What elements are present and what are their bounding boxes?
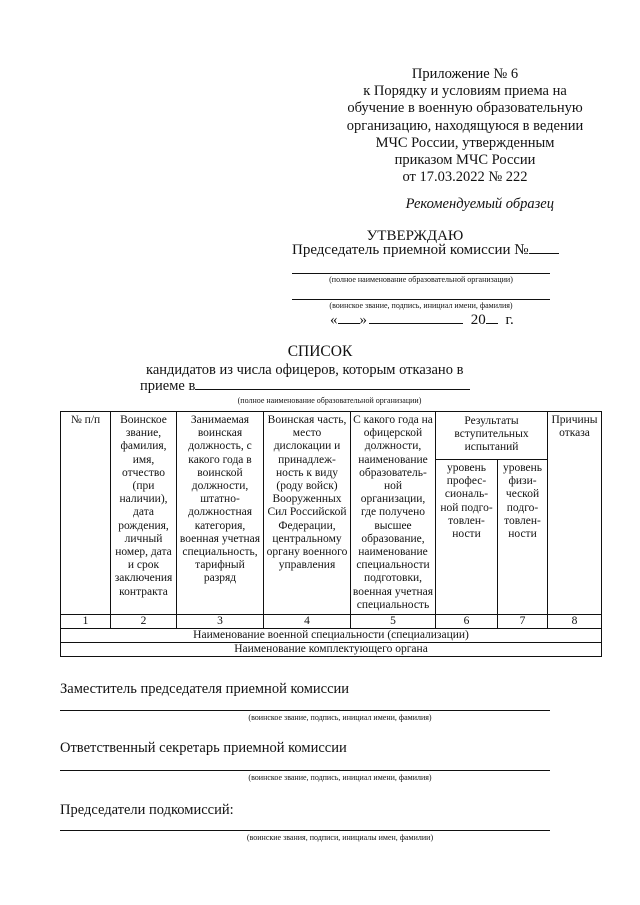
- signature-secretary-hint: (воинское звание, подпись, инициал имени, фамилия): [248, 773, 432, 782]
- header-line: приказом МЧС России: [394, 152, 536, 169]
- col-number: № п/п: [61, 412, 111, 615]
- header-line: МЧС России, утвержденным: [375, 134, 555, 151]
- header-line: к Порядку и условиям приема на: [363, 83, 567, 100]
- list-admission: [140, 378, 470, 395]
- signature-secretary-title: Ответственный секретарь приемной комиссии: [60, 740, 347, 756]
- date-quote-close: »: [359, 312, 367, 328]
- header-line: от 17.03.2022 № 222: [402, 169, 528, 186]
- col-physical-level: уровень физи-ческой подго-товлен-ности: [498, 460, 548, 615]
- org-hint: (полное наименование образовательной организации): [329, 275, 513, 284]
- header-line: обучение в военную образовательную: [347, 100, 583, 117]
- date-year-prefix: 20: [470, 312, 486, 328]
- signature-secretary-line: [60, 770, 550, 771]
- signature-subcommittee-line: [60, 830, 550, 831]
- signature-subcommittee-hint: (воинские звания, подписи, инициалы имен, фамилии): [246, 833, 434, 842]
- row-specialty: Наименование военной специальности (специализации): [61, 629, 602, 643]
- sign-hint: (воинское звание, подпись, инициал имени, фамилия): [329, 301, 513, 310]
- approval-title: УТВЕРЖДАЮ: [366, 228, 464, 244]
- header-line: организацию, находящуюся в ведении: [346, 117, 584, 134]
- table-row: [61, 629, 602, 643]
- sign-line: [292, 299, 550, 300]
- col-unit: Воинская часть, место дислокации и принадлеж-ность к виду (роду войск) Вооруженных Сил Российской Федерации, центральному органу военного управления: [264, 412, 351, 615]
- appendix-header: [300, 66, 630, 186]
- signature-deputy-title: Заместитель председателя приемной комиссии: [60, 681, 350, 697]
- col-professional-level: уровень профес-сиональ-ной подго-товлен-ности: [436, 460, 498, 615]
- col-position: Занимаемая воинская должность, с какого года в воинской должности, штатно-должностная категория, военная учетная специальность, тарифный разряд: [177, 412, 264, 615]
- admission-hint: (полное наименование образовательной организации): [237, 396, 422, 405]
- candidates-table: [60, 411, 602, 657]
- recommended-sample: Рекомендуемый образец: [405, 196, 554, 212]
- approval-chair-label: Председатель приемной комиссии №: [292, 242, 529, 258]
- column-index: 4: [264, 615, 351, 629]
- col-reasons: Причины отказа: [548, 412, 602, 615]
- date-quote-open: «: [330, 312, 338, 328]
- signature-deputy-hint: (воинское звание, подпись, инициал имени, фамилия): [248, 713, 432, 722]
- year-field: [486, 323, 498, 324]
- column-index: 2: [111, 615, 177, 629]
- signature-deputy-line: [60, 710, 550, 711]
- col-rank-name: Воинское звание, фамилия, имя, отчество (при наличии), дата рождения, личный номер, дата и срок заключения контракта: [111, 412, 177, 615]
- approval-chair: [292, 242, 559, 259]
- row-organ: Наименование комплектующего органа: [61, 643, 602, 657]
- col-results: Результаты вступительных испытаний: [436, 412, 548, 460]
- list-title: СПИСОК: [287, 343, 353, 360]
- column-index: 1: [61, 615, 111, 629]
- table-row: [61, 643, 602, 657]
- org-line: [292, 273, 550, 274]
- col-education: С какого года на офицерской должности, наименование образователь-ной организации, где получено высшее образование, наименование специальности подготовки, военная учетная специальность: [351, 412, 436, 615]
- column-index: 7: [498, 615, 548, 629]
- admission-label: приеме в: [140, 378, 196, 394]
- column-index: 5: [351, 615, 436, 629]
- list-subtitle: кандидатов из числа офицеров, которым отказано в: [146, 362, 464, 378]
- signature-subcommittee-title: Председатели подкомиссий:: [60, 802, 234, 818]
- chair-number-field: [529, 253, 559, 254]
- column-index: 6: [436, 615, 498, 629]
- header-line: Приложение № 6: [411, 66, 519, 82]
- month-field: [369, 323, 463, 324]
- column-index: 8: [548, 615, 602, 629]
- admission-field: [195, 389, 470, 390]
- table-row-numbers: [61, 615, 602, 629]
- column-index: 3: [177, 615, 264, 629]
- date-year-suffix: г.: [505, 312, 514, 328]
- day-field: [338, 323, 360, 324]
- approval-date: [330, 312, 514, 329]
